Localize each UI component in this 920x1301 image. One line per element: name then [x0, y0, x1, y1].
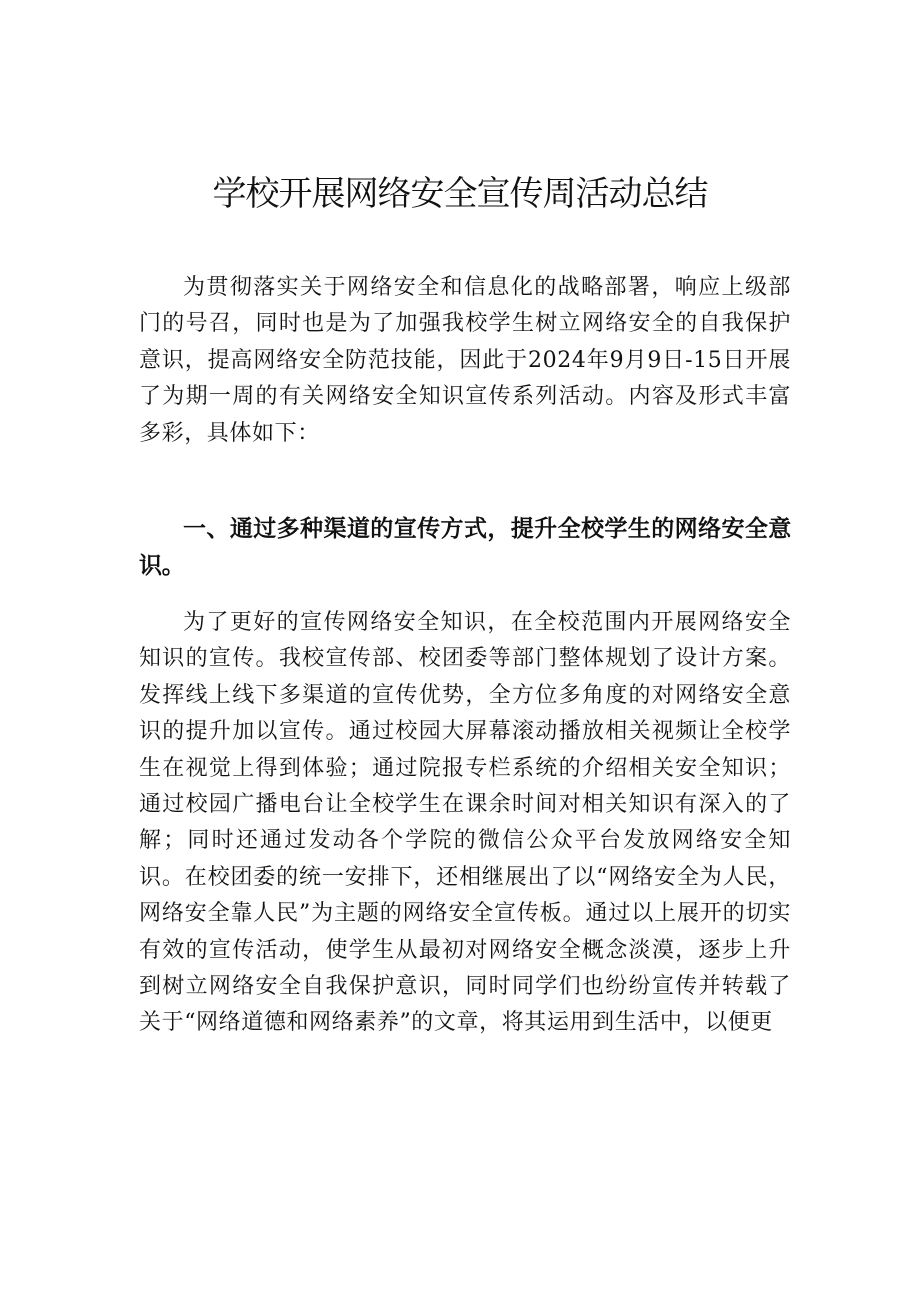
- document-title: 学校开展网络安全宣传周活动总结: [212, 174, 708, 214]
- section-1-paragraph: 为了更好的宣传网络安全知识，在全校范围内开展网络安全知识的宣传。我校宣传部、校团委等部门整体规划了设计方案。发挥线上线下多渠道的宣传优势，全方位多角度的对网络安全意识的提升加以宣传。通过校园大屏幕滚动播放相关视频让全校学生在视觉上得到体验；通过院报专栏系统的介绍相关安全知识；通过校园广播电台让全校学生在课余时间对相关知识有深入的了解；同时还通过发动各个学院的微信公众平台发放网络安全知识。在校团委的统一安排下，还相继展出了以“网络安全为人民，网络安全靠人民”为主题的网络安全宣传板。通过以上展开的切实有效的宣传活动，使学生从最初对网络安全概念淡漠，逐步上升到树立网络安全自我保护意识，同时同学们也纷纷宣传并转载了关于“网络道德和网络素养”的文章，将其运用到生活中，以便更: [139, 610, 791, 1036]
- intro-paragraph: 为贯彻落实关于网络安全和信息化的战略部署，响应上级部门的号召，同时也是为了加强我校学生树立网络安全的自我保护意识，提高网络安全防范技能，因此于2024年9月9日-15日开展了为期一周的有关网络安全知识宣传系列活动。内容及形式丰富多彩，具体如下：: [139, 275, 791, 446]
- section-1-heading: 一、通过多种渠道的宣传方式，提升全校学生的网络安全意识。: [139, 516, 791, 579]
